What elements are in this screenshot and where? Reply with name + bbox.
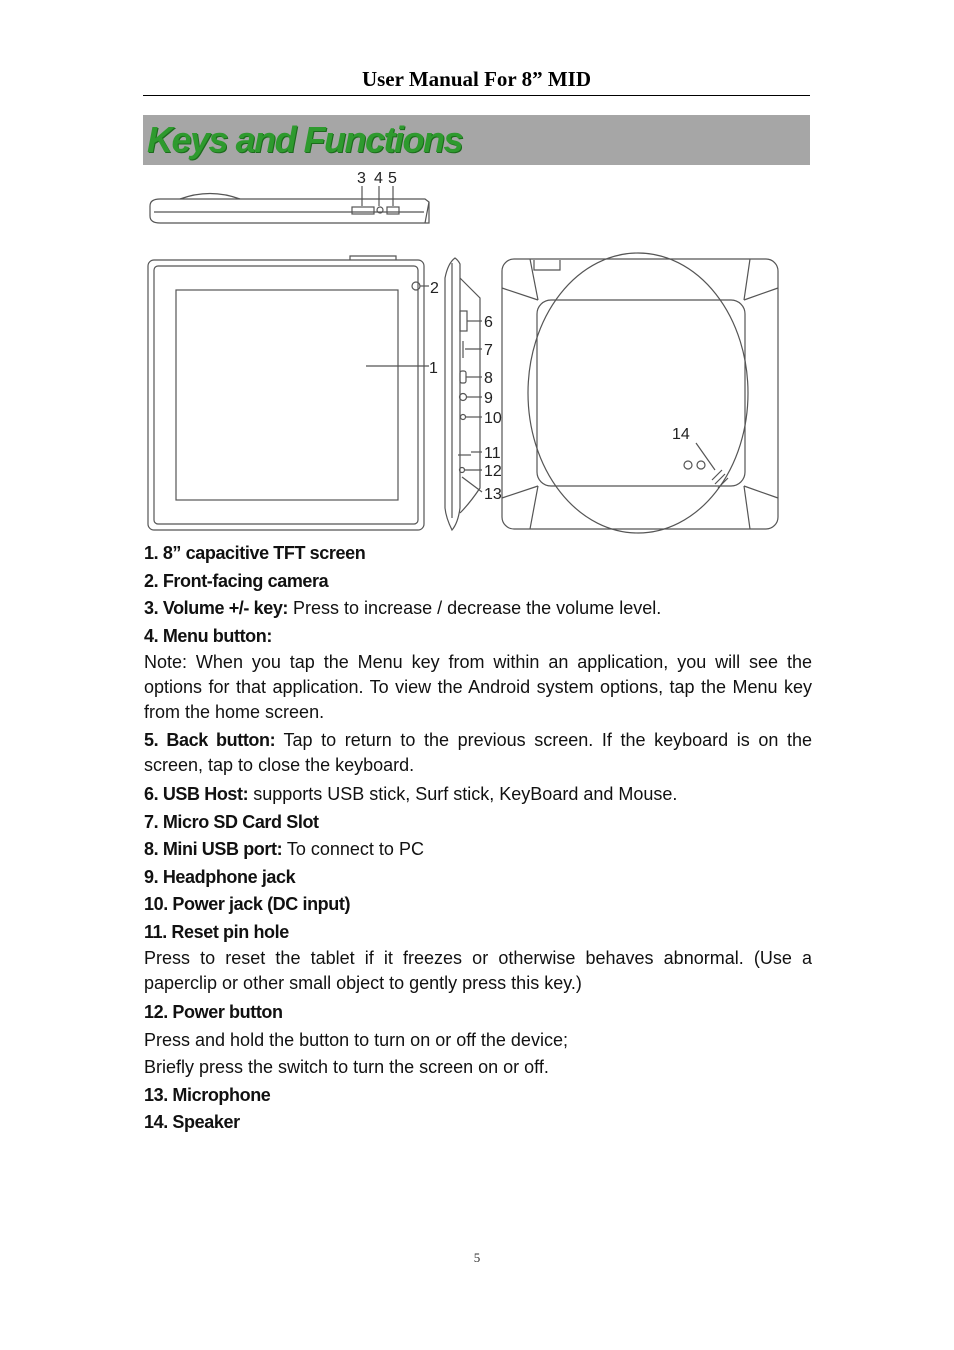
callout-2: 2 <box>430 280 439 297</box>
list-item: 6. USB Host: supports USB stick, Surf stick, KeyBoard and Mouse. <box>144 784 678 804</box>
list-item: 8. Mini USB port: To connect to PC <box>144 839 424 859</box>
list-item: 1. 8” capacitive TFT screen <box>144 543 366 563</box>
front-view <box>148 256 429 530</box>
device-diagram <box>140 168 800 538</box>
menu-note: Note: When you tap the Menu key from within an application, you will see the options for that application. To view the Android system options, tap the Menu key from the home screen. <box>144 652 812 722</box>
callout-5: 5 <box>388 170 397 187</box>
callout-6: 6 <box>484 314 493 331</box>
header-rule <box>143 95 810 96</box>
callout-1: 1 <box>429 360 438 377</box>
page-number: 5 <box>473 1250 481 1265</box>
back-view <box>502 253 778 533</box>
callout-3: 3 <box>357 170 366 187</box>
list-item: 9. Headphone jack <box>144 866 296 887</box>
callout-14: 14 <box>672 426 690 443</box>
power-description-1: Press and hold the button to turn on or off the device; <box>144 1029 568 1050</box>
list-item: 3. Volume +/- key: Press to increase / decrease the volume level. <box>144 598 662 618</box>
section-title: Keys and Functions <box>147 119 463 160</box>
list-item: 11. Reset pin hole <box>144 921 289 942</box>
callout-9: 9 <box>484 390 493 407</box>
callout-11: 11 <box>484 445 501 462</box>
side-view <box>445 258 482 530</box>
list-item: 2. Front-facing camera <box>144 570 329 591</box>
callout-4: 4 <box>374 170 383 187</box>
list-item: 12. Power button <box>144 1002 283 1022</box>
callout-labels <box>357 170 690 503</box>
functions-list <box>144 540 812 1137</box>
callout-13: 13 <box>484 486 502 503</box>
reset-description: Press to reset the tablet if it freezes or otherwise behaves abnormal. (Use a paperclip or other small object to gently press this key.) <box>144 948 812 993</box>
running-header: User Manual For 8” MID <box>361 67 592 91</box>
list-item: 13. Microphone <box>144 1084 271 1105</box>
list-item: 5. Back button: Tap to return to the previous screen. If the keyboard is on the screen, tap to close the keyboard. <box>144 730 812 775</box>
device-diagram-svg <box>140 168 800 538</box>
callout-7: 7 <box>484 342 493 359</box>
power-description-2: Briefly press the switch to turn the screen on or off. <box>144 1057 549 1077</box>
callout-12: 12 <box>484 463 502 480</box>
list-item: 4. Menu button: <box>144 625 272 646</box>
list-item: 7. Micro SD Card Slot <box>144 811 319 832</box>
top-edge-view <box>150 186 429 223</box>
callout-8: 8 <box>484 370 493 387</box>
callout-10: 10 <box>484 410 502 427</box>
list-item: 10. Power jack (DC input) <box>144 894 351 914</box>
section-title-bar <box>143 115 810 165</box>
list-item: 14. Speaker <box>144 1112 240 1132</box>
